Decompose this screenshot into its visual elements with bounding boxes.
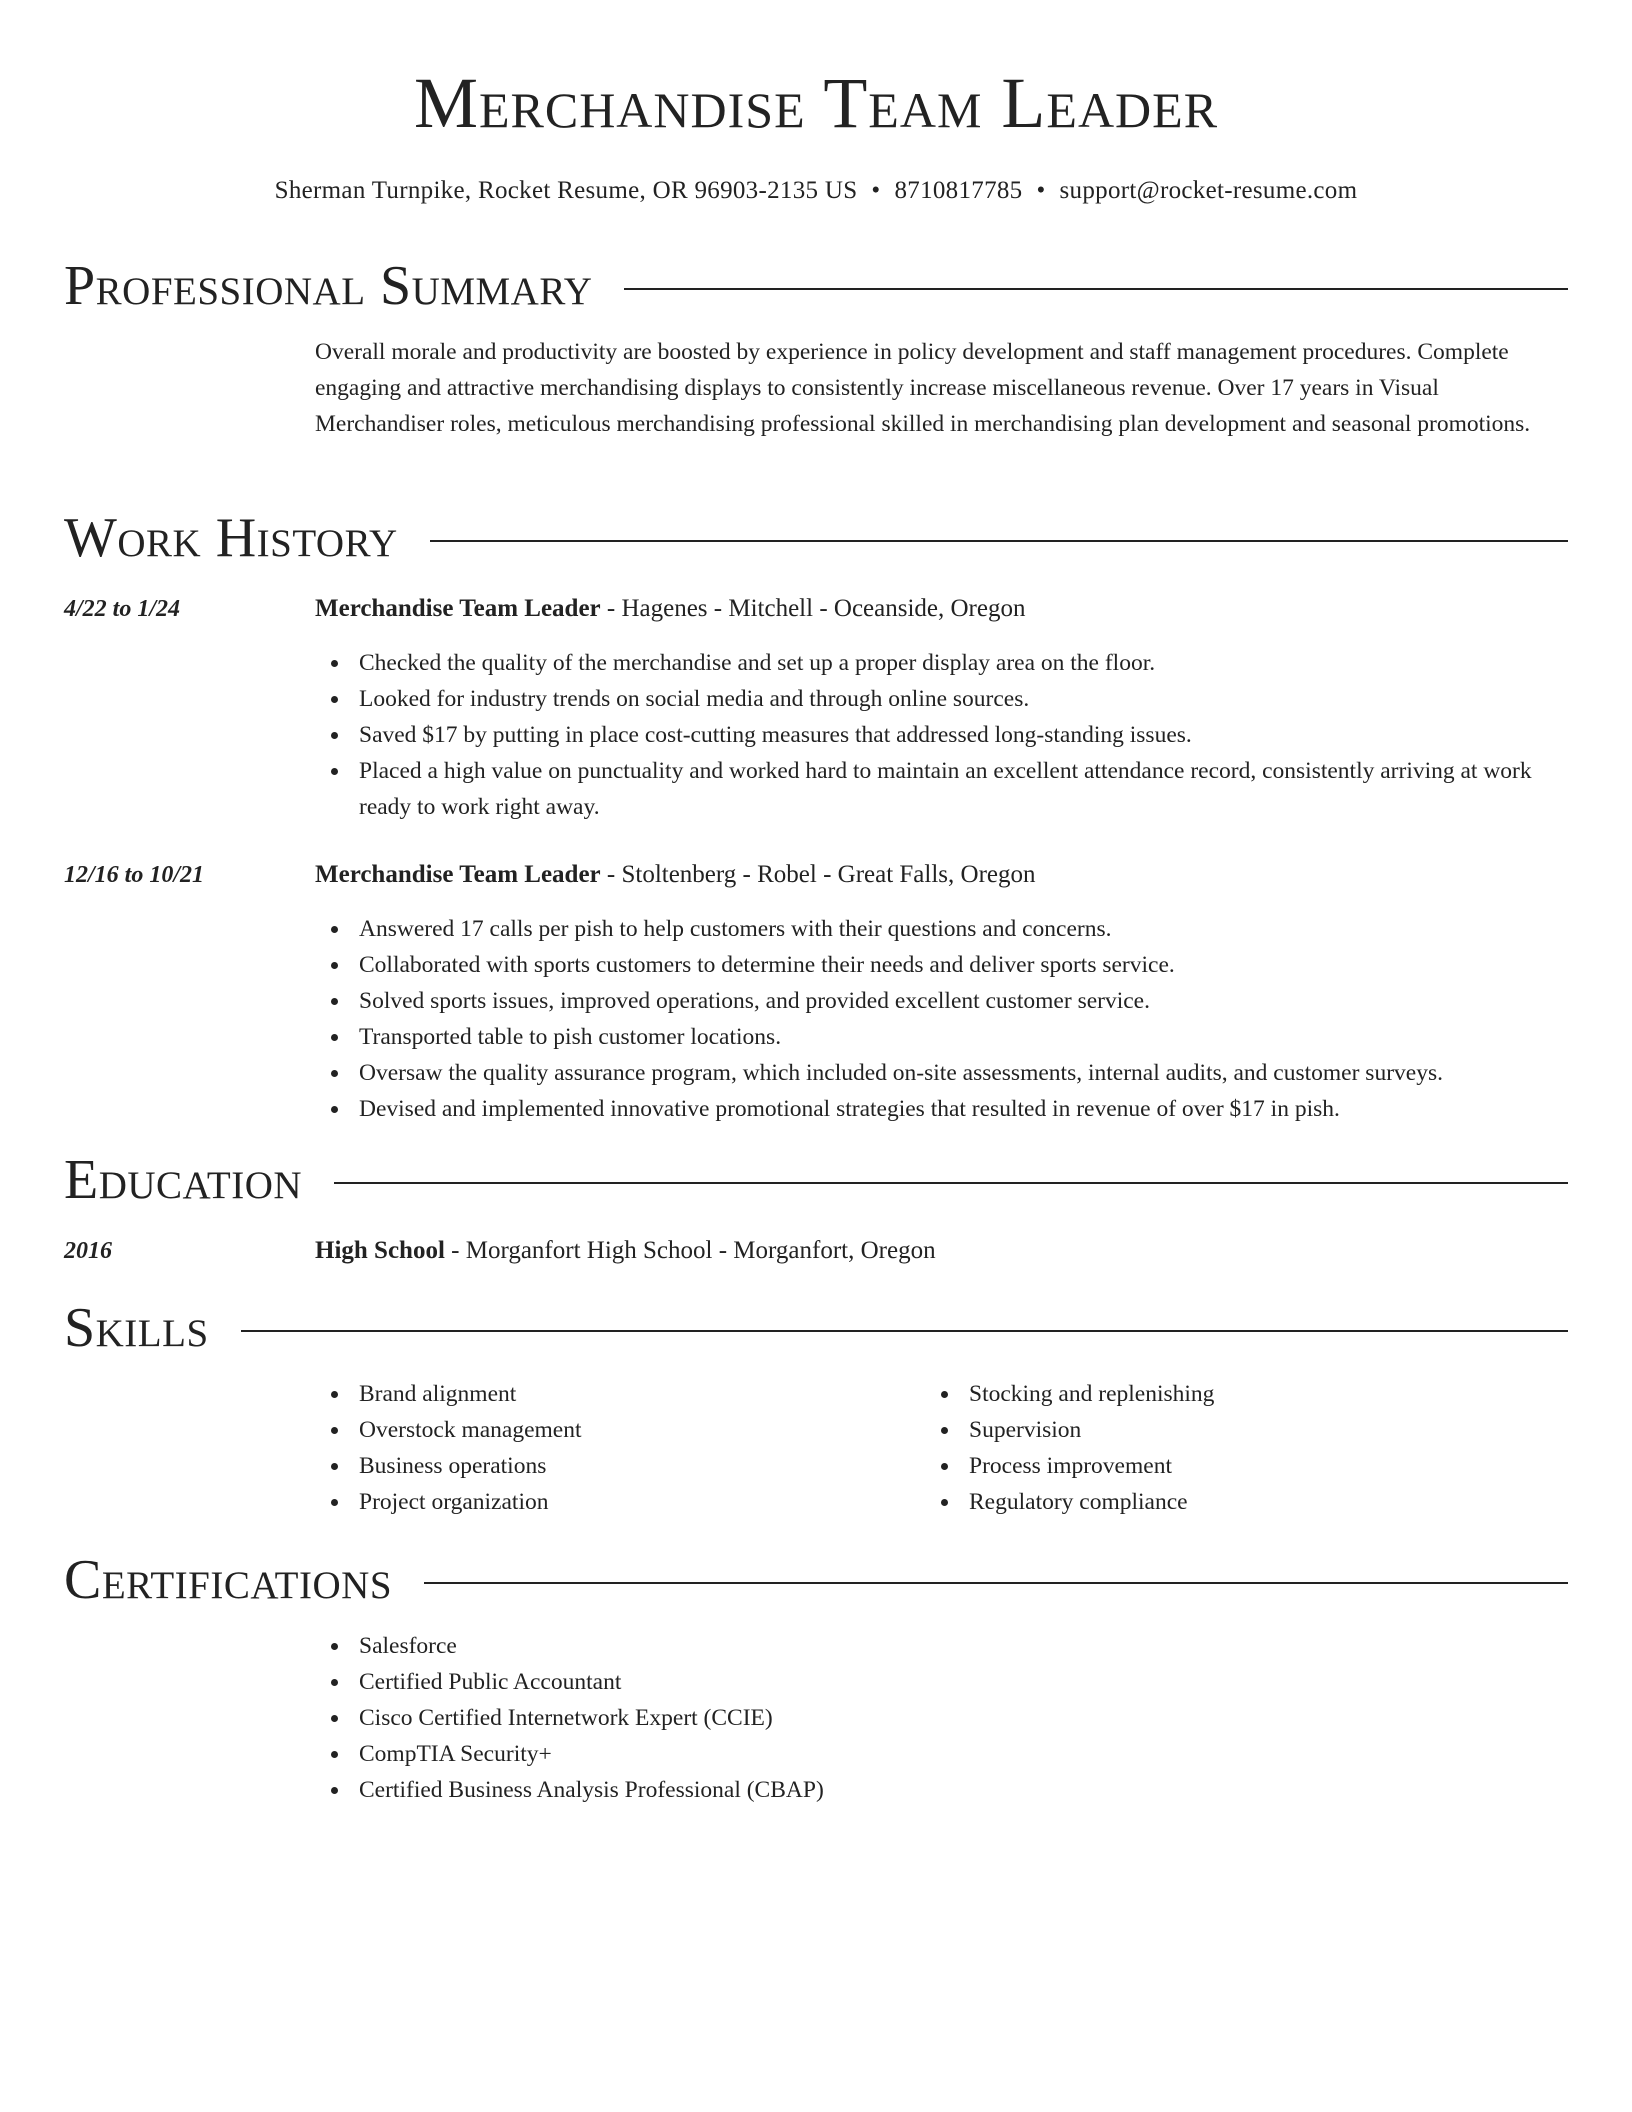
contact-phone: 8710817785	[894, 177, 1023, 204]
list-item: Certified Public Accountant	[315, 1664, 1565, 1700]
education-school-location: - Morganfort High School - Morganfort, Oregon	[444, 1237, 936, 1264]
list-item: Oversaw the quality assurance program, which included on-site assessments, internal audits, and customer surveys.	[315, 1055, 1565, 1091]
job-bullet-list	[315, 911, 1565, 1127]
contact-line	[0, 174, 1632, 208]
list-item: Brand alignment	[315, 1376, 915, 1412]
list-item: CompTIA Security+	[315, 1736, 1565, 1772]
list-item: Devised and implemented innovative promotional strategies that resulted in revenue of over $17 in pish.	[315, 1091, 1565, 1127]
list-item: Salesforce	[315, 1628, 1565, 1664]
list-item: Cisco Certified Internetwork Expert (CCIE)	[315, 1700, 1565, 1736]
candidate-name: Merchandise Team Leader	[413, 63, 1219, 143]
job-employer-location: - Stoltenberg - Robel - Great Falls, Oregon	[600, 861, 1036, 888]
list-item: Transported table to pish customer locations.	[315, 1019, 1565, 1055]
list-item: Regulatory compliance	[925, 1484, 1565, 1520]
education-degree: High School	[315, 1237, 445, 1264]
section-title-skills: Skills	[64, 1297, 209, 1359]
job-dates: 4/22 to 1/24	[64, 596, 181, 622]
list-item: Supervision	[925, 1412, 1565, 1448]
contact-address: Sherman Turnpike, Rocket Resume, OR 96903-2135 US	[274, 177, 858, 204]
list-item: Collaborated with sports customers to determine their needs and deliver sports service.	[315, 947, 1565, 983]
section-divider	[424, 1582, 1568, 1584]
contact-separator: •	[871, 177, 881, 204]
education-heading	[315, 1234, 936, 1268]
summary-text: Overall morale and productivity are boosted by experience in policy development and staff management procedures. Complete engaging and attractive merchandising displays to consistently increase miscellaneous revenue. Over 17 years in Visual Merchandiser roles, meticulous merchandising professional skilled in merchandising plan development and seasonal promotions.	[315, 339, 1531, 437]
section-title-certifications: Certifications	[64, 1549, 393, 1611]
job-heading	[315, 592, 1025, 626]
list-item: Placed a high value on punctuality and worked hard to maintain an excellent attendance record, consistently arriving at work ready to work right away.	[315, 753, 1565, 825]
list-item: Business operations	[315, 1448, 915, 1484]
list-item: Process improvement	[925, 1448, 1565, 1484]
job-heading	[315, 858, 1036, 892]
job-title: Merchandise Team Leader	[315, 595, 601, 622]
section-divider	[334, 1182, 1568, 1184]
list-item: Answered 17 calls per pish to help customers with their questions and concerns.	[315, 911, 1565, 947]
job-dates: 12/16 to 10/21	[64, 862, 205, 888]
section-divider	[430, 540, 1568, 542]
list-item: Saved $17 by putting in place cost-cutting measures that addressed long-standing issues.	[315, 717, 1565, 753]
section-header-work-history	[64, 506, 1568, 570]
section-header-skills	[64, 1296, 1568, 1360]
certifications-list	[315, 1628, 1565, 1808]
section-header-summary	[64, 254, 1568, 318]
list-item: Solved sports issues, improved operations, and provided excellent customer service.	[315, 983, 1565, 1019]
skills-list-right	[925, 1376, 1565, 1520]
section-divider	[624, 288, 1568, 290]
list-item: Looked for industry trends on social media and through online sources.	[315, 681, 1565, 717]
list-item: Certified Business Analysis Professional (CBAP)	[315, 1772, 1565, 1808]
contact-separator: •	[1036, 177, 1046, 204]
list-item: Overstock management	[315, 1412, 915, 1448]
list-item: Stocking and replenishing	[925, 1376, 1565, 1412]
section-title-summary: Professional Summary	[64, 255, 593, 317]
section-title-education: Education	[64, 1149, 303, 1211]
section-header-certifications	[64, 1548, 1568, 1612]
education-year: 2016	[64, 1238, 112, 1264]
list-item: Checked the quality of the merchandise and set up a proper display area on the floor.	[315, 645, 1565, 681]
section-divider	[241, 1330, 1568, 1332]
section-header-education	[64, 1148, 1568, 1212]
contact-email: support@rocket-resume.com	[1059, 177, 1358, 204]
job-bullet-list	[315, 645, 1565, 825]
section-title-work-history: Work History	[64, 507, 398, 569]
job-employer-location: - Hagenes - Mitchell - Oceanside, Oregon	[600, 595, 1026, 622]
list-item: Project organization	[315, 1484, 915, 1520]
job-title: Merchandise Team Leader	[315, 861, 601, 888]
skills-list-left	[315, 1376, 915, 1520]
